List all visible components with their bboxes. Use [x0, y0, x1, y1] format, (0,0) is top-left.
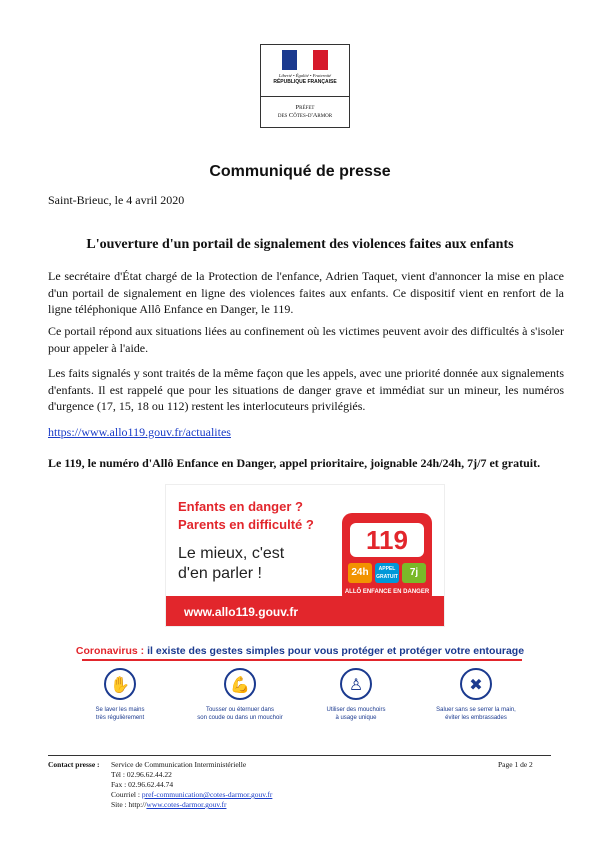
119-badge — [342, 513, 432, 605]
119-number: 119 — [350, 523, 424, 557]
cough-elbow-icon: 💪 — [224, 668, 256, 700]
gesture-tissue: ♙ Utiliser des mouchoirs à usage unique — [296, 668, 416, 722]
banner-line-4: d'en parler ! — [178, 565, 262, 582]
footer-contact-label: Contact presse : — [48, 760, 100, 769]
page-title: Communiqué de presse — [209, 163, 391, 180]
footer-contact-details: Service de Communication Interministérielle Tél : 02.96.62.44.22 Fax : 02.96.62.44.74 Courriel : pref-communication@cotes-darmor.gouv.fr Site : http://www.cotes-darmor.gouv.fr — [111, 760, 273, 809]
paragraph-1: Le secrétaire d'État chargé de la Protection de l'enfance, Adrien Taquet, vient d'annoncer la mise en place d'un portail de signalement en ligne des violences faites aux enfants. Ce dispositif vient en renfort de la ligne téléphonique Allô Enfance en Danger, le 119. — [48, 269, 564, 316]
paragraph-3: Les faits signalés y sont traités de la même façon que les appels, avec une priorité donnée aux signalements d'enfants. Il est rappelé que pour les situations de danger grave et immédiat sur un mineur, les numéros d'urgence (17, 15, 18 ou 112) restent les interlocuteurs privilégiés. — [48, 366, 564, 413]
prefecture-logo — [260, 44, 350, 128]
prefet-label: Préfet des Côtes-d'Armor — [277, 104, 333, 119]
subtitle: L'ouverture d'un portail de signalement des violences faites aux enfants — [86, 237, 514, 252]
emphasis-line: Le 119, le numéro d'Allô Enfance en Danger, appel prioritaire, joignable 24h/24h, 7j/7 et gratuit. — [48, 456, 541, 470]
gesture-cough-elbow: 💪 Tousser ou éternuer dans son coude ou dans un mouchoir — [180, 668, 300, 722]
allo119-banner — [165, 484, 445, 627]
motto: Liberté • Égalité • Fraternité — [278, 73, 332, 78]
gesture-wash-hands: ✋ Se laver les mains très régulièrement — [60, 668, 180, 722]
paragraph-2: Ce portail répond aux situations liées au confinement où les victimes peuvent avoir des difficultés à s'isoler pour appeler à l'aide. — [48, 324, 564, 355]
page-number: Page 1 de 2 — [498, 760, 533, 769]
banner-line-2: Parents en difficulté ? — [178, 517, 314, 532]
chip-7j: 7j — [402, 563, 426, 583]
marianne-block — [261, 45, 349, 97]
site-link[interactable]: www.cotes-darmor.gouv.fr — [146, 800, 227, 809]
french-flag-icon — [282, 50, 328, 70]
banner-line-3: Le mieux, c'est — [178, 545, 285, 562]
covid-title: Coronavirus : il existe des gestes simples pour vous protéger et protéger votre entourage — [75, 645, 525, 657]
republic-label: RÉPUBLIQUE FRANÇAISE — [273, 79, 337, 85]
badge-caption: ALLÔ ENFANCE EN DANGER — [344, 589, 430, 595]
chip-free-call: APPEL GRATUIT — [375, 563, 399, 583]
email-link[interactable]: pref-communication@cotes-darmor.gouv.fr — [141, 790, 273, 799]
tissue-icon: ♙ — [340, 668, 372, 700]
allo119-link[interactable]: https://www.allo119.gouv.fr/actualites — [48, 425, 231, 439]
dateline: Saint-Brieuc, le 4 avril 2020 — [48, 193, 185, 207]
hand-wash-icon: ✋ — [104, 668, 136, 700]
covid-divider — [82, 659, 522, 661]
banner-line-1: Enfants en danger ? — [178, 499, 303, 514]
gesture-no-handshake: ✖ Saluer sans se serrer la main, éviter les embrassades — [416, 668, 536, 722]
chip-24h: 24h — [348, 563, 372, 583]
banner-url: www.allo119.gouv.fr — [184, 605, 299, 619]
footer-divider — [48, 755, 551, 756]
no-handshake-icon: ✖ — [460, 668, 492, 700]
